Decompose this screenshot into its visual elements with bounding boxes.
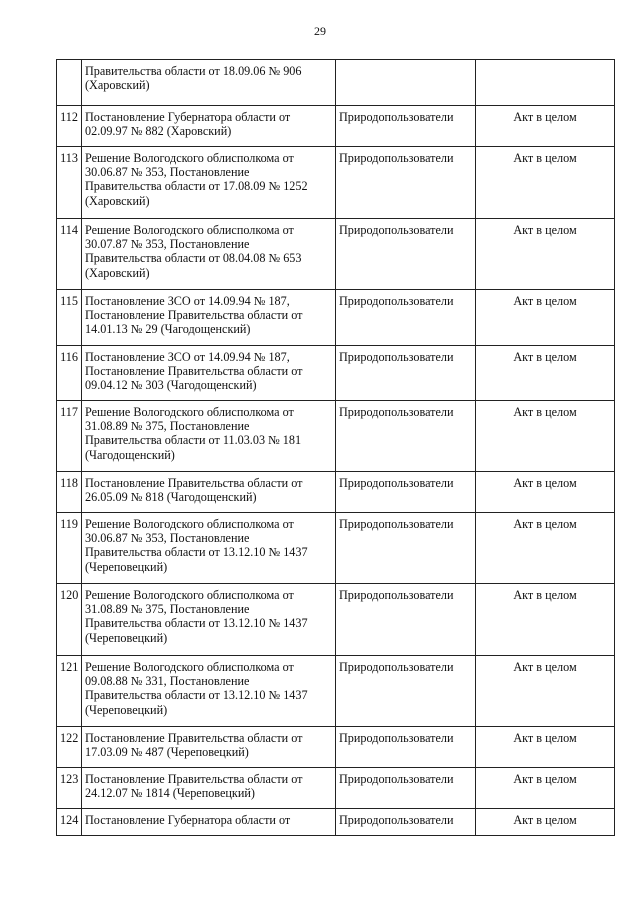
scope-cell: Акт в целом bbox=[476, 768, 615, 809]
row-number: 120 bbox=[57, 584, 82, 656]
document-line: Решение Вологодского облисполкома от bbox=[85, 517, 294, 531]
document-line: (Череповецкий) bbox=[85, 702, 168, 717]
document-cell bbox=[82, 147, 336, 219]
document-line: (Харовский) bbox=[85, 193, 150, 208]
table-row bbox=[57, 768, 615, 809]
document-line: Решение Вологодского облисполкома от bbox=[85, 223, 294, 237]
row-number: 117 bbox=[57, 401, 82, 472]
scope-cell bbox=[476, 60, 615, 106]
table-row bbox=[57, 290, 615, 346]
table-row bbox=[57, 584, 615, 656]
scope-cell: Акт в целом bbox=[476, 727, 615, 768]
table-row bbox=[57, 656, 615, 727]
document-line: 30.07.87 № 353, Постановление bbox=[85, 237, 250, 252]
document-line: Правительства области от 13.12.10 № 1437 bbox=[85, 616, 308, 631]
document-line: Решение Вологодского облисполкома от bbox=[85, 405, 294, 419]
document-line: Правительства области от 08.04.08 № 653 bbox=[85, 251, 302, 266]
document-line: (Чагодощенский) bbox=[85, 447, 175, 462]
row-number bbox=[57, 60, 82, 106]
table-row bbox=[57, 727, 615, 768]
document-cell bbox=[82, 727, 336, 768]
row-number: 113 bbox=[57, 147, 82, 219]
row-number: 115 bbox=[57, 290, 82, 346]
subject-cell: Природопользователи bbox=[336, 656, 476, 727]
scope-cell: Акт в целом bbox=[476, 809, 615, 836]
table-row bbox=[57, 147, 615, 219]
scope-cell: Акт в целом bbox=[476, 290, 615, 346]
document-cell bbox=[82, 346, 336, 401]
document-cell bbox=[82, 472, 336, 513]
document-line: 17.03.09 № 487 (Череповецкий) bbox=[85, 745, 249, 760]
subject-cell: Природопользователи bbox=[336, 106, 476, 147]
document-line: Правительства области от 13.12.10 № 1437 bbox=[85, 688, 308, 703]
subject-cell: Природопользователи bbox=[336, 401, 476, 472]
document-line: Правительства области от 17.08.09 № 1252 bbox=[85, 179, 308, 194]
table-row bbox=[57, 809, 615, 836]
row-number: 121 bbox=[57, 656, 82, 727]
row-number: 123 bbox=[57, 768, 82, 809]
document-line: 31.08.89 № 375, Постановление bbox=[85, 602, 250, 617]
document-line: Правительства области от 11.03.03 № 181 bbox=[85, 433, 302, 448]
scope-cell: Акт в целом bbox=[476, 147, 615, 219]
scope-cell: Акт в целом bbox=[476, 219, 615, 290]
table-row bbox=[57, 472, 615, 513]
subject-cell: Природопользователи bbox=[336, 290, 476, 346]
document-line: 09.08.88 № 331, Постановление bbox=[85, 674, 250, 689]
scope-cell: Акт в целом bbox=[476, 346, 615, 401]
table-body bbox=[57, 60, 615, 836]
document-line: Правительства области от 13.12.10 № 1437 bbox=[85, 545, 308, 560]
document-line: 31.08.89 № 375, Постановление bbox=[85, 419, 250, 434]
document-line: Постановление Губернатора области от bbox=[85, 813, 291, 827]
document-line: 09.04.12 № 303 (Чагодощенский) bbox=[85, 378, 257, 393]
row-number: 118 bbox=[57, 472, 82, 513]
document-line: (Череповецкий) bbox=[85, 630, 168, 645]
document-line: 30.06.87 № 353, Постановление bbox=[85, 531, 250, 546]
document-line: Решение Вологодского облисполкома от bbox=[85, 151, 294, 165]
document-line: 24.12.07 № 1814 (Череповецкий) bbox=[85, 786, 255, 801]
row-number: 122 bbox=[57, 727, 82, 768]
subject-cell: Природопользователи bbox=[336, 768, 476, 809]
document-line: (Череповецкий) bbox=[85, 559, 168, 574]
document-cell bbox=[82, 656, 336, 727]
document-cell bbox=[82, 809, 336, 836]
document-line: 02.09.97 № 882 (Харовский) bbox=[85, 124, 232, 139]
document-line: Постановление Правительства области от bbox=[85, 731, 303, 745]
scope-cell: Акт в целом bbox=[476, 584, 615, 656]
subject-cell bbox=[336, 60, 476, 106]
table-row bbox=[57, 401, 615, 472]
subject-cell: Природопользователи bbox=[336, 513, 476, 584]
document-line: Постановление Правительства области от bbox=[85, 364, 303, 379]
subject-cell: Природопользователи bbox=[336, 809, 476, 836]
document-line: 30.06.87 № 353, Постановление bbox=[85, 165, 250, 180]
document-line: Постановление Правительства области от bbox=[85, 476, 303, 490]
subject-cell: Природопользователи bbox=[336, 727, 476, 768]
subject-cell: Природопользователи bbox=[336, 584, 476, 656]
subject-cell: Природопользователи bbox=[336, 147, 476, 219]
document-cell bbox=[82, 60, 336, 106]
document-line: Постановление ЗСО от 14.09.94 № 187, bbox=[85, 350, 290, 364]
document-cell bbox=[82, 584, 336, 656]
scope-cell: Акт в целом bbox=[476, 401, 615, 472]
scope-cell: Акт в целом bbox=[476, 513, 615, 584]
document-line: (Харовский) bbox=[85, 265, 150, 280]
document-cell bbox=[82, 513, 336, 584]
table-row bbox=[57, 513, 615, 584]
subject-cell: Природопользователи bbox=[336, 472, 476, 513]
subject-cell: Природопользователи bbox=[336, 346, 476, 401]
document-cell bbox=[82, 401, 336, 472]
document-line: Решение Вологодского облисполкома от bbox=[85, 588, 294, 602]
document-line: Постановление Губернатора области от bbox=[85, 110, 291, 124]
document-line: 26.05.09 № 818 (Чагодощенский) bbox=[85, 490, 257, 505]
row-number: 124 bbox=[57, 809, 82, 836]
table-row bbox=[57, 219, 615, 290]
table-row bbox=[57, 346, 615, 401]
document-line: Решение Вологодского облисполкома от bbox=[85, 660, 294, 674]
document-line: 14.01.13 № 29 (Чагодощенский) bbox=[85, 322, 251, 337]
document-cell bbox=[82, 768, 336, 809]
row-number: 116 bbox=[57, 346, 82, 401]
row-number: 114 bbox=[57, 219, 82, 290]
document-line: Постановление ЗСО от 14.09.94 № 187, bbox=[85, 294, 290, 308]
document-line: (Харовский) bbox=[85, 78, 150, 93]
row-number: 119 bbox=[57, 513, 82, 584]
page-number: 29 bbox=[314, 24, 326, 38]
document-cell bbox=[82, 290, 336, 346]
table-row bbox=[57, 106, 615, 147]
subject-cell: Природопользователи bbox=[336, 219, 476, 290]
document-line: Постановление Правительства области от bbox=[85, 772, 303, 786]
document-cell bbox=[82, 106, 336, 147]
document-line: Правительства области от 18.09.06 № 906 bbox=[85, 64, 302, 78]
document-cell bbox=[82, 219, 336, 290]
row-number: 112 bbox=[57, 106, 82, 147]
legal-acts-table bbox=[56, 59, 615, 836]
scope-cell: Акт в целом bbox=[476, 656, 615, 727]
document-line: Постановление Правительства области от bbox=[85, 308, 303, 323]
scope-cell: Акт в целом bbox=[476, 106, 615, 147]
table-row bbox=[57, 60, 615, 106]
scope-cell: Акт в целом bbox=[476, 472, 615, 513]
